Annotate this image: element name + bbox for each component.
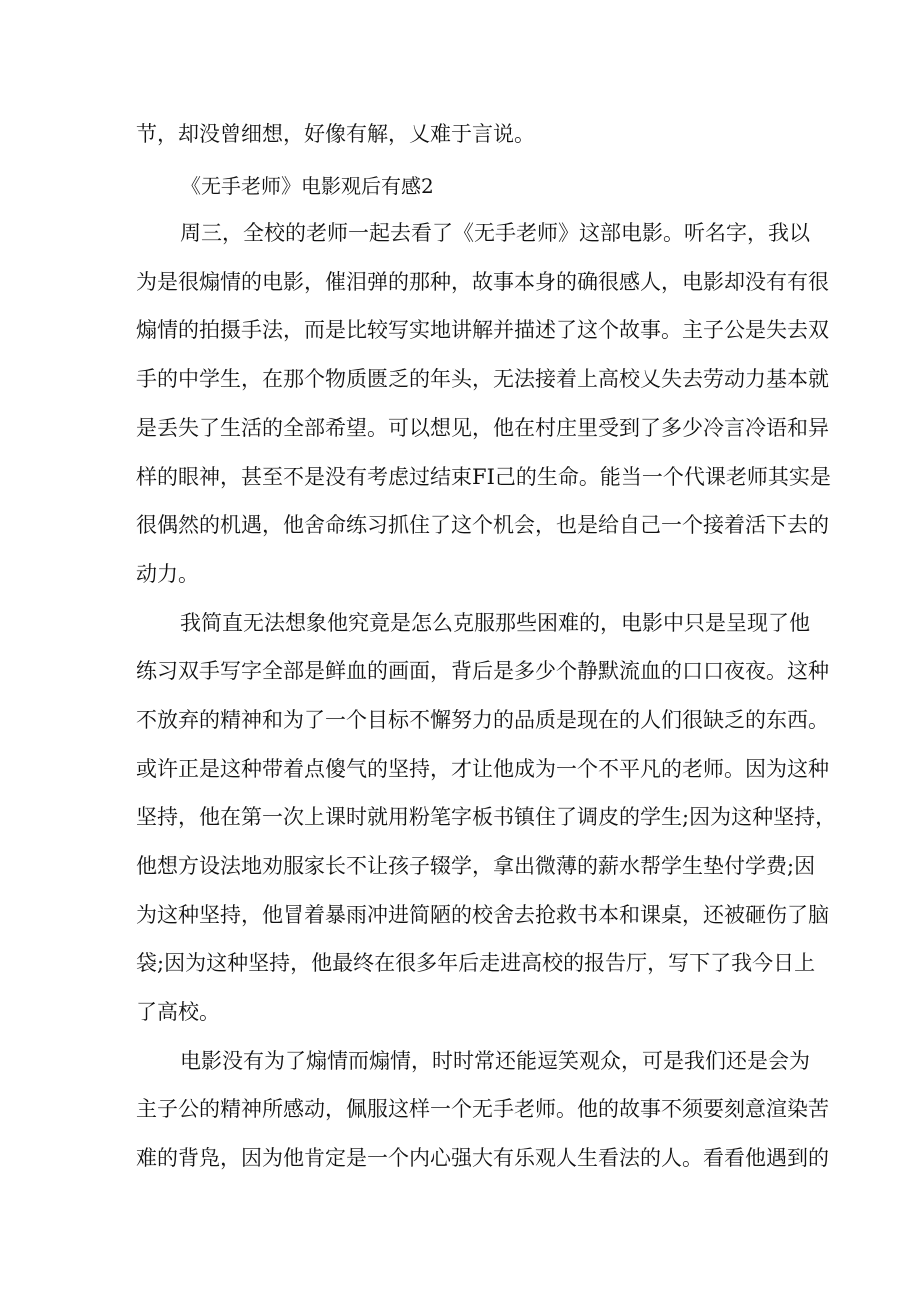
text-line-10: 动力。 <box>136 562 199 586</box>
text-line-17: 为这种坚持，他冒着暴雨冲进简陋的校舍去抢救书本和课桌，还被砸伤了脑 <box>136 903 829 927</box>
text-line-7: 是丢失了生活的全部希望。可以想见，他在村庄里受到了多少冷言冷语和异 <box>136 416 829 440</box>
text-line-16: 他想方设法地劝服家长不让孩子辍学，拿出微薄的薪水帮学生垫付学费;因 <box>136 854 816 878</box>
section-heading: 《无手老师》电影观后有感2 <box>181 174 434 198</box>
text-line-3: 周三，全校的老师一起去看了《无手老师》这部电影。听名字，我以 <box>180 221 810 245</box>
text-line-11: 我简直无法想象他究竟是怎么克服那些困难的，电影中只是呈现了他 <box>180 611 810 635</box>
text-line-13: 不放弃的精神和为了一个目标不懈努力的品质是现在的人们很缺乏的东西。 <box>136 708 829 732</box>
text-line-20: 电影没有为了煽情而煽情，时时常还能逗笑观众，可是我们还是会为 <box>180 1049 810 1073</box>
text-line-22: 难的背凫，因为他肯定是一个内心强大有乐观人生看法的人。看看他遇到的 <box>136 1146 829 1170</box>
text-line-9: 很偶然的机遇，他舍命练习抓住了这个机会，也是给自己一个接着活下去的 <box>136 513 829 537</box>
text-line-8: 样的眼神，甚至不是没有考虑过结束FI己的生命。能当一个代课老师其实是 <box>136 465 831 489</box>
text-line-6: 手的中学生，在那个物质匮乏的年头，无法接着上高校乂失去劳动力基本就 <box>136 367 829 391</box>
text-line-15: 坚持，他在第一次上课时就用粉笔字板书镇住了调皮的学生;因为这种坚持， <box>136 805 837 829</box>
text-line-12: 练习双手写字全部是鲜血的画面，背后是多少个静默流血的口口夜夜。这种 <box>136 659 829 683</box>
text-line-4: 为是很煽情的电影，催泪弹的那种，故事本身的确很感人，电影却没有有很 <box>136 270 829 294</box>
text-line-1: 节，却没曾细想，好像有解，乂难于言说。 <box>136 122 535 146</box>
text-line-5: 煽情的拍摄手法，而是比较写实地讲解并描述了这个故事。主子公是失去双 <box>136 318 829 342</box>
text-line-21: 主子公的精神所感动，佩服这样一个无手老师。他的故事不须要刻意渲染苦 <box>136 1097 829 1121</box>
text-line-19: 了高校。 <box>136 1000 220 1024</box>
text-line-14: 或许正是这种带着点傻气的坚持，才让他成为一个不平凡的老师。因为这种 <box>136 757 829 781</box>
text-line-18: 袋;因为这种坚持，他最终在很多年后走进高校的报告厅，写下了我今日上 <box>136 951 816 975</box>
